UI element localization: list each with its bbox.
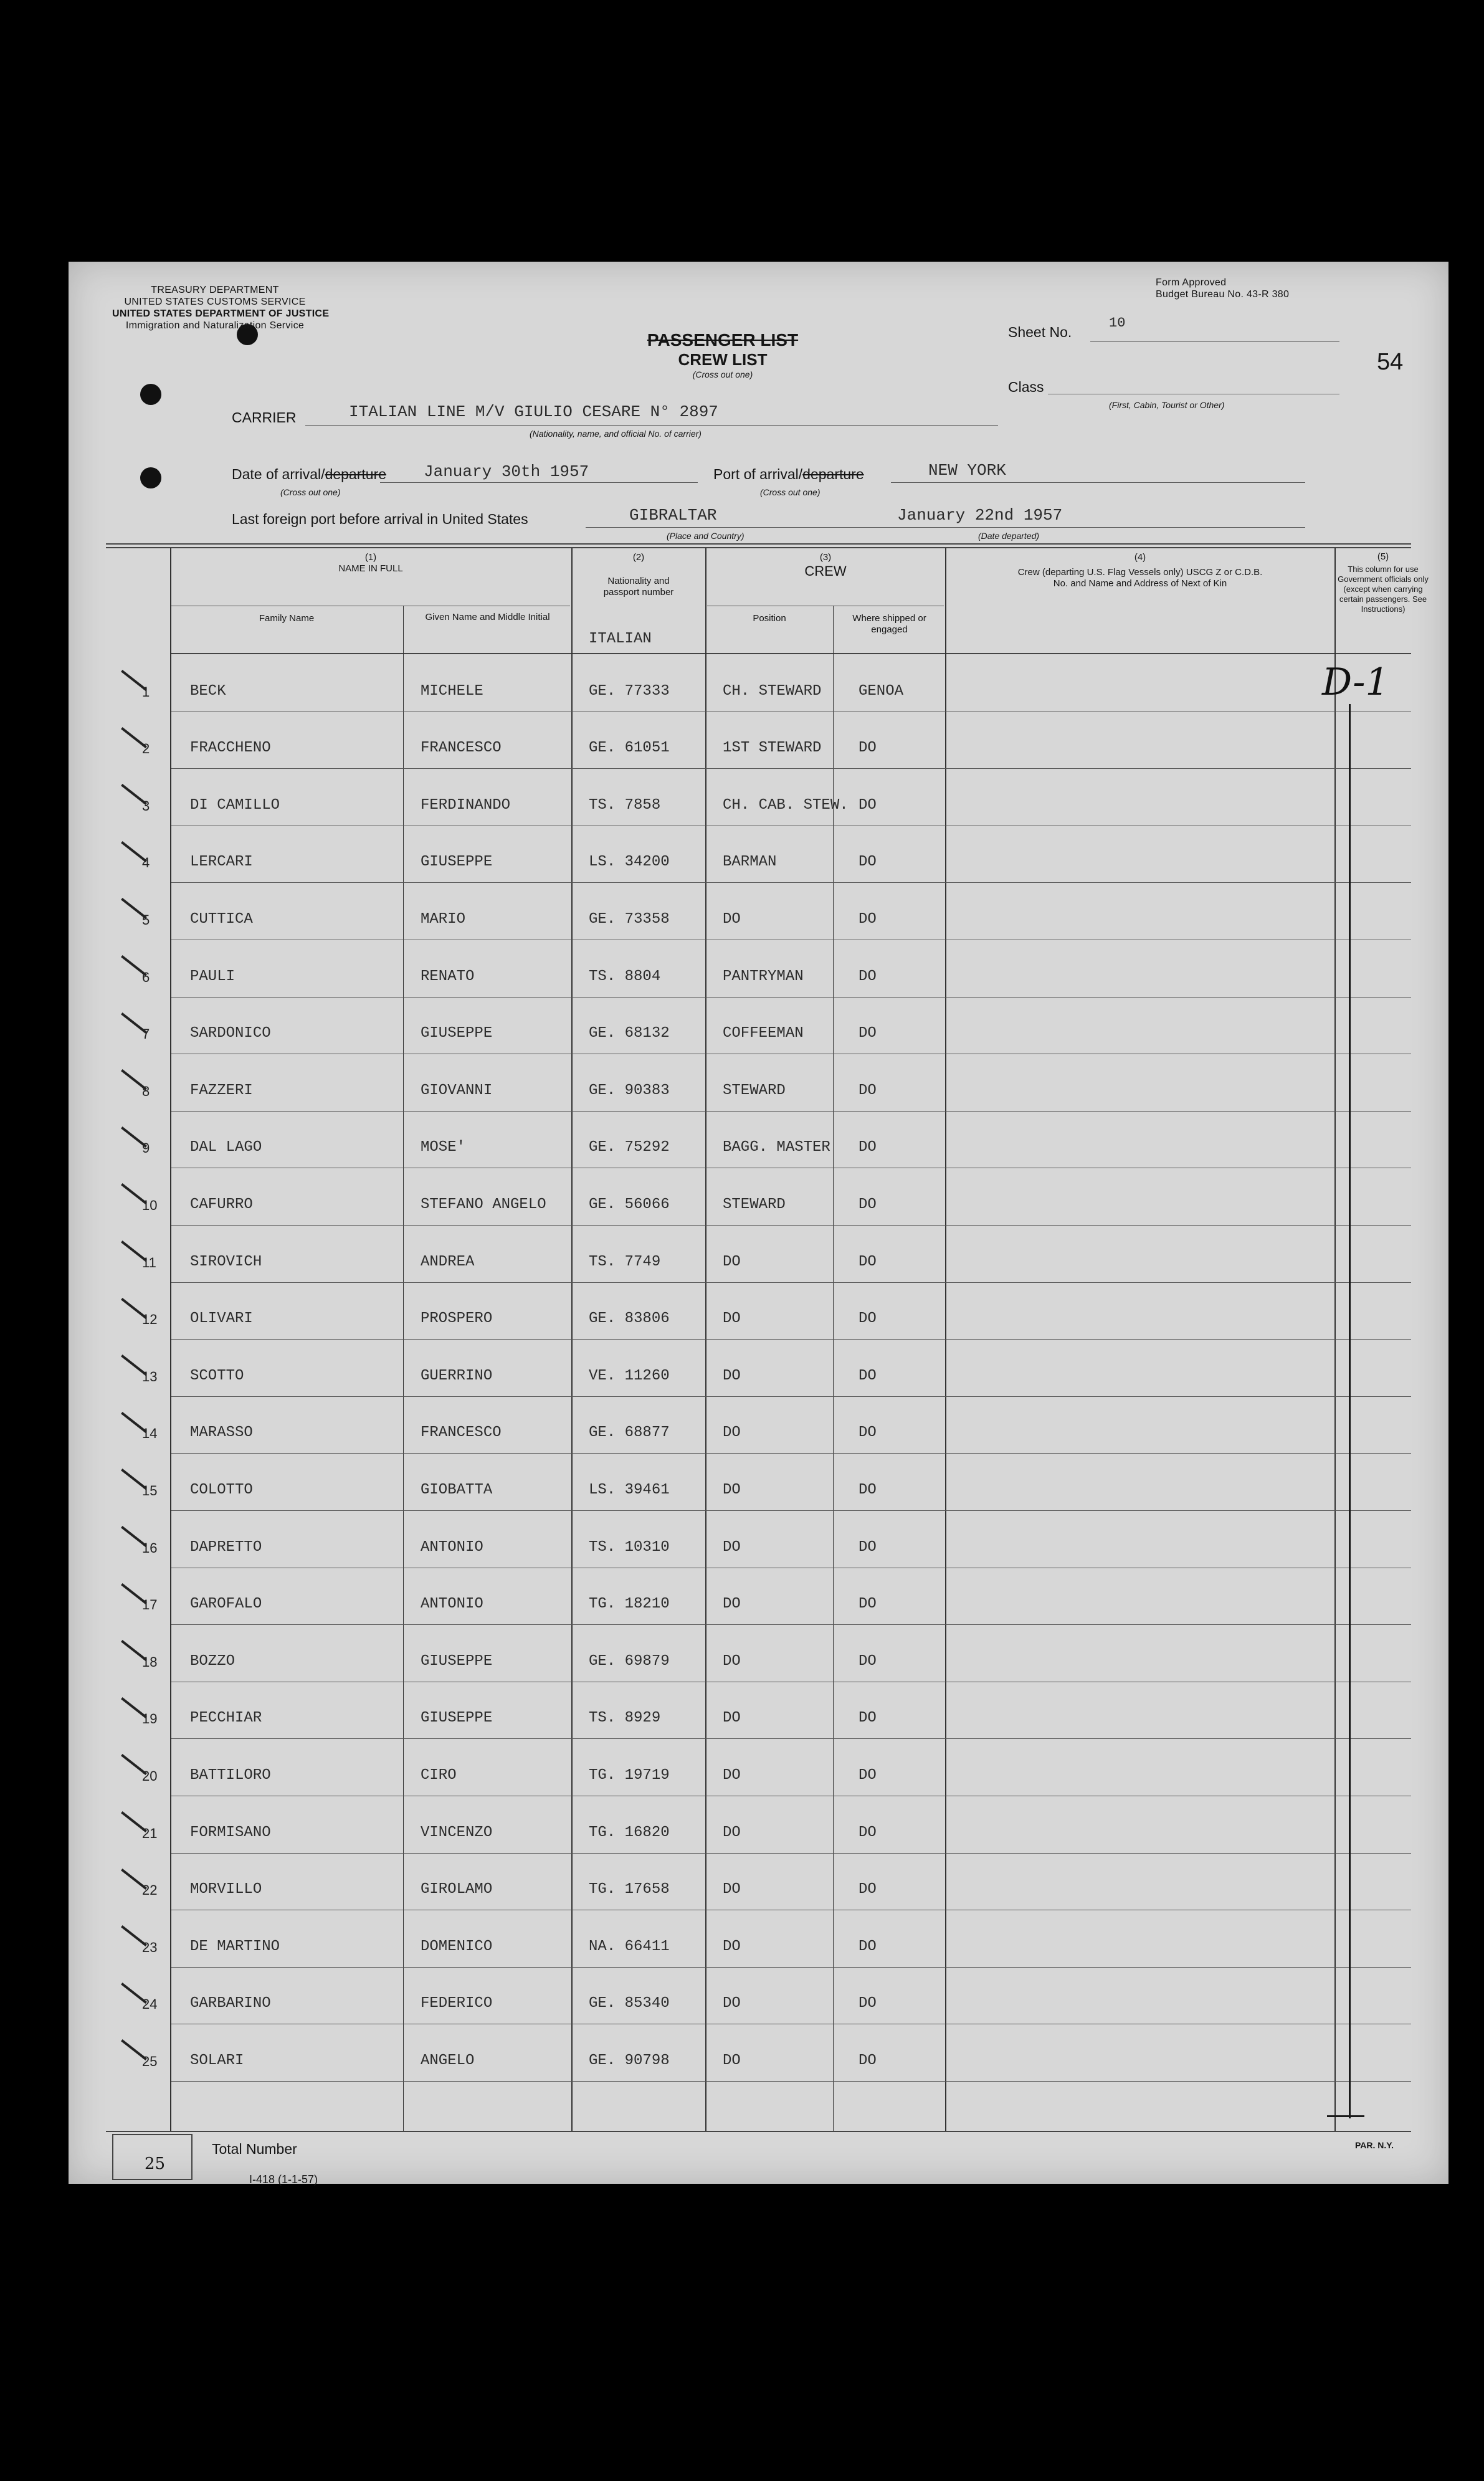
row-number: 17 — [142, 1597, 158, 1613]
family-name: GAROFALO — [190, 1596, 262, 1613]
sheet-line — [1090, 341, 1339, 342]
carrier-note: (Nationality, name, and official No. of carrier) — [530, 429, 702, 439]
row-rule — [171, 1339, 1411, 1340]
cross-out-note-3: (Cross out one) — [760, 487, 820, 497]
position: COFFEEMAN — [723, 1025, 804, 1042]
given-name: GIUSEPPE — [421, 1652, 493, 1670]
passport-number: TG. 17658 — [589, 1881, 670, 1898]
position: BAGG. MASTER — [723, 1139, 830, 1156]
row-number: 20 — [142, 1768, 158, 1784]
port-line — [891, 482, 1305, 483]
passport-number: GE. 77333 — [589, 682, 670, 700]
sheet-label: Sheet No. — [1008, 324, 1072, 340]
agency-line: UNITED STATES CUSTOMS SERVICE — [124, 297, 306, 307]
where-shipped: DO — [859, 968, 877, 985]
where-shipped: DO — [859, 854, 877, 871]
departed-line — [878, 527, 1305, 528]
position: DO — [723, 1881, 741, 1898]
row-number: 2 — [142, 741, 150, 757]
col4-title: Crew (departing U.S. Flag Vessels only) USCG Z or C.D.B. No. and Name and Address of Next of Kin — [1017, 567, 1263, 589]
passport-number: TS. 7858 — [589, 796, 661, 814]
col3-header — [707, 552, 944, 577]
row-rule — [171, 1738, 1411, 1739]
carrier-label: CARRIER — [232, 409, 297, 426]
port-struck: departure — [802, 466, 864, 482]
where-shipped: DO — [859, 740, 877, 757]
row-number: 8 — [142, 1083, 150, 1099]
row-number: 22 — [142, 1882, 158, 1898]
given-name: FERDINANDO — [421, 796, 511, 814]
where-shipped: DO — [859, 1196, 877, 1213]
table-top-rule — [106, 547, 1411, 548]
row-number: 9 — [142, 1140, 150, 1156]
col3b-header: Where shipped or engaged — [852, 613, 926, 635]
passport-number: LS. 34200 — [589, 854, 670, 871]
family-name: BATTILORO — [190, 1767, 271, 1784]
family-name: FORMISANO — [190, 1824, 271, 1841]
family-name: OLIVARI — [190, 1310, 253, 1328]
position: 1ST STEWARD — [723, 740, 822, 757]
where-shipped: DO — [859, 1253, 877, 1270]
arrival-struck: departure — [325, 466, 387, 482]
arrival-value: January 30th 1957 — [424, 462, 589, 481]
where-shipped: DO — [859, 1596, 877, 1613]
row-number: 1 — [142, 683, 150, 700]
row-number: 19 — [142, 1711, 158, 1727]
row-rule — [171, 1624, 1411, 1625]
passport-number: GE. 83806 — [589, 1310, 670, 1328]
row-number: 4 — [142, 855, 150, 871]
where-shipped: DO — [859, 1424, 877, 1442]
passport-number: GE. 69879 — [589, 1652, 670, 1670]
row-number: 7 — [142, 1026, 150, 1042]
given-name: GIUSEPPE — [421, 1710, 493, 1727]
given-name: GIROLAMO — [421, 1881, 493, 1898]
family-name: SCOTTO — [190, 1367, 244, 1384]
given-name: GIOBATTA — [421, 1482, 493, 1498]
class-label: Class — [1008, 379, 1044, 395]
arrival-label — [232, 466, 386, 483]
family-name: MARASSO — [190, 1424, 253, 1442]
given-name: GUERRINO — [421, 1367, 493, 1384]
position: DO — [723, 1938, 741, 1955]
given-name: PROSPERO — [421, 1310, 493, 1328]
passport-number: GE. 73358 — [589, 911, 670, 928]
row-rule — [171, 997, 1411, 998]
family-name: PAULI — [190, 968, 235, 985]
row-rule — [171, 768, 1411, 769]
position: DO — [723, 1710, 741, 1727]
position: DO — [723, 911, 741, 928]
row-number: 25 — [142, 2054, 158, 2069]
given-name: GIUSEPPE — [421, 1025, 493, 1042]
row-rule — [171, 1510, 1411, 1511]
row-rule — [171, 882, 1411, 883]
departed-value: January 22nd 1957 — [897, 506, 1063, 525]
position: DO — [723, 1424, 741, 1442]
total-value: 25 — [145, 2155, 166, 2173]
col1-number: (1) — [364, 552, 377, 563]
title-block — [629, 330, 816, 379]
where-shipped: DO — [859, 1938, 877, 1955]
given-name: GIUSEPPE — [421, 854, 493, 871]
family-name: DE MARTINO — [190, 1938, 280, 1955]
col1-header — [171, 552, 570, 574]
position: STEWARD — [723, 1082, 786, 1099]
col5-number: (5) — [1377, 551, 1389, 562]
col5-bracket-line — [1349, 704, 1351, 2118]
departed-note: (Date departed) — [978, 531, 1040, 541]
sheet-number: 10 — [1109, 315, 1126, 331]
row-rule — [171, 1853, 1411, 1854]
passport-number: GE. 56066 — [589, 1196, 670, 1213]
given-name: FRANCESCO — [421, 1424, 502, 1442]
table-top-rule — [106, 543, 1411, 545]
given-name: STEFANO ANGELO — [421, 1196, 546, 1213]
given-name: ANTONIO — [421, 1596, 483, 1613]
family-name: SOLARI — [190, 2052, 244, 2069]
position: CH. STEWARD — [723, 682, 822, 700]
position: DO — [723, 1596, 741, 1613]
position: BARMAN — [723, 854, 777, 871]
row-number: 13 — [142, 1368, 158, 1384]
family-name: DAL LAGO — [190, 1139, 262, 1156]
where-shipped: DO — [859, 1710, 877, 1727]
given-name: CIRO — [421, 1767, 457, 1784]
position: DO — [723, 1824, 741, 1841]
where-shipped: DO — [859, 1652, 877, 1670]
punch-hole — [140, 467, 161, 488]
passport-number: GE. 75292 — [589, 1139, 670, 1156]
where-shipped: DO — [859, 1082, 877, 1099]
col5-bracket-end — [1327, 2115, 1364, 2117]
arrival-line — [380, 482, 698, 483]
where-shipped: DO — [859, 1367, 877, 1384]
col2-number: (2) — [632, 552, 645, 563]
form-approved — [1156, 277, 1289, 300]
port-label-text: Port of arrival/ — [713, 466, 803, 482]
position: DO — [723, 1538, 741, 1556]
given-name: VINCENZO — [421, 1824, 493, 1841]
carrier-value: ITALIAN LINE M/V GIULIO CESARE N° 2897 — [349, 402, 718, 421]
passport-number: TS. 8929 — [589, 1710, 661, 1727]
given-name: DOMENICO — [421, 1938, 493, 1955]
agency-line: UNITED STATES DEPARTMENT OF JUSTICE — [112, 308, 330, 319]
form-approved-text: Form Approved — [1156, 277, 1227, 288]
col1b-header: Given Name and Middle Initial — [425, 612, 550, 622]
port-value: NEW YORK — [928, 461, 1006, 480]
printer-mark: PAR. N.Y. — [1355, 2140, 1394, 2150]
family-name: DAPRETTO — [190, 1538, 262, 1556]
family-name: FRACCHENO — [190, 740, 271, 757]
given-name: ANGELO — [421, 2052, 475, 2069]
position: STEWARD — [723, 1196, 786, 1213]
passport-number: TG. 18210 — [589, 1596, 670, 1613]
col5-title: This column for use Government officials only (except when carrying certain passengers. See Instructions) — [1338, 564, 1429, 614]
given-name: MOSE' — [421, 1139, 466, 1156]
col3-number: (3) — [819, 552, 832, 563]
family-name: CUTTICA — [190, 911, 253, 928]
given-name: ANTONIO — [421, 1538, 483, 1556]
family-name: BECK — [190, 682, 226, 700]
given-name: FRANCESCO — [421, 740, 502, 757]
family-name: BOZZO — [190, 1652, 235, 1670]
family-name: SARDONICO — [190, 1025, 271, 1042]
family-name: CAFURRO — [190, 1196, 253, 1213]
last-port-line — [586, 527, 916, 528]
row-number: 5 — [142, 912, 150, 928]
agency-block — [112, 284, 330, 331]
passport-number: GE. 90383 — [589, 1082, 670, 1099]
cross-out-note: (Cross out one) — [692, 369, 753, 379]
page-number: 54 — [1377, 349, 1404, 375]
where-shipped: DO — [859, 1310, 877, 1328]
row-number: 18 — [142, 1654, 158, 1670]
given-name: FEDERICO — [421, 1995, 493, 2012]
where-shipped: GENOA — [859, 682, 904, 700]
position: DO — [723, 1482, 741, 1498]
form-number: I-418 (1-1-57) — [249, 2173, 318, 2186]
family-name: MORVILLO — [190, 1881, 262, 1898]
col3-title: CREW — [804, 563, 847, 579]
punch-hole — [140, 384, 161, 405]
passport-number: NA. 66411 — [589, 1938, 670, 1955]
where-shipped: DO — [859, 1995, 877, 2012]
col-divider — [403, 606, 404, 2131]
passport-number: GE. 85340 — [589, 1995, 670, 2012]
position: DO — [723, 1367, 741, 1384]
given-name: GIOVANNI — [421, 1082, 493, 1099]
row-rule — [171, 1967, 1411, 1968]
position: DO — [723, 1995, 741, 2012]
row-rule — [171, 1282, 1411, 1283]
where-shipped: DO — [859, 1824, 877, 1841]
given-name: RENATO — [421, 968, 475, 985]
row-number: 16 — [142, 1540, 158, 1556]
where-shipped: DO — [859, 1881, 877, 1898]
row-rule — [171, 1453, 1411, 1454]
row-number: 21 — [142, 1825, 158, 1841]
position: DO — [723, 1310, 741, 1328]
nationality-value: ITALIAN — [589, 631, 652, 647]
where-shipped: DO — [859, 1538, 877, 1556]
col2-title: Nationality and passport number — [603, 576, 674, 598]
row-number: 10 — [142, 1198, 158, 1213]
passport-number: TS. 8804 — [589, 968, 661, 985]
port-label — [713, 466, 864, 483]
col4-header — [947, 552, 1333, 589]
position: DO — [723, 1253, 741, 1270]
family-name: SIROVICH — [190, 1253, 262, 1270]
row-number: 14 — [142, 1426, 158, 1442]
where-shipped: DO — [859, 2052, 877, 2069]
row-number: 3 — [142, 798, 150, 814]
passport-number: GE. 61051 — [589, 740, 670, 757]
class-note: (First, Cabin, Tourist or Other) — [1109, 400, 1225, 410]
passport-number: GE. 68877 — [589, 1424, 670, 1442]
agency-line: Immigration and Naturalization Service — [125, 320, 305, 331]
table-bottom-rule — [106, 2131, 1411, 2132]
row-number: 24 — [142, 1996, 158, 2012]
position: PANTRYMAN — [723, 968, 804, 985]
family-name: PECCHIAR — [190, 1710, 262, 1727]
cross-out-note-2: (Cross out one) — [280, 487, 341, 497]
col4-number: (4) — [1134, 552, 1146, 563]
where-shipped: DO — [859, 911, 877, 928]
where-shipped: DO — [859, 1025, 877, 1042]
given-name: MARIO — [421, 911, 466, 928]
passport-number: TG. 19719 — [589, 1767, 670, 1784]
carrier-line — [305, 425, 998, 426]
where-shipped: DO — [859, 796, 877, 814]
arrival-label-text: Date of arrival/ — [232, 466, 325, 482]
family-name: DI CAMILLO — [190, 796, 280, 814]
given-name: ANDREA — [421, 1253, 475, 1270]
row-rule — [171, 2081, 1411, 2082]
title-struck: PASSENGER LIST — [647, 330, 799, 350]
col5-header — [1336, 552, 1430, 614]
passport-number: TS. 7749 — [589, 1253, 661, 1270]
position: DO — [723, 1767, 741, 1784]
family-name: COLOTTO — [190, 1482, 253, 1498]
page-title: CREW LIST — [678, 350, 768, 369]
crew-list-form — [69, 262, 1448, 2184]
position: CH. CAB. STEW. — [723, 796, 849, 814]
passport-number: GE. 90798 — [589, 2052, 670, 2069]
col-divider — [833, 606, 834, 2131]
passport-number: LS. 39461 — [589, 1482, 670, 1498]
col5-handwritten-mark: D-1 — [1322, 660, 1389, 704]
position: DO — [723, 1652, 741, 1670]
last-port-label: Last foreign port before arrival in United States — [232, 511, 528, 527]
col1a-header: Family Name — [259, 613, 315, 624]
col2-header — [573, 552, 704, 598]
row-number: 12 — [142, 1312, 158, 1328]
budget-bureau-text: Budget Bureau No. 43-R 380 — [1156, 289, 1290, 300]
where-shipped: DO — [859, 1139, 877, 1156]
given-name: MICHELE — [421, 682, 483, 700]
position: DO — [723, 2052, 741, 2069]
passport-number: VE. 11260 — [589, 1367, 670, 1384]
last-port-value: GIBRALTAR — [629, 506, 717, 525]
row-number: 11 — [142, 1254, 156, 1270]
last-port-note: (Place and Country) — [667, 531, 744, 541]
header-bottom-rule — [171, 653, 1411, 654]
row-rule — [171, 1396, 1411, 1397]
family-name: FAZZERI — [190, 1082, 253, 1099]
row-number: 23 — [142, 1939, 158, 1955]
total-label: Total Number — [212, 2141, 297, 2157]
row-number: 15 — [142, 1483, 158, 1498]
row-number: 6 — [142, 969, 150, 985]
passport-number: GE. 68132 — [589, 1025, 670, 1042]
passport-number: TG. 16820 — [589, 1824, 670, 1841]
family-name: GARBARINO — [190, 1995, 271, 2012]
row-rule — [171, 1111, 1411, 1112]
col3a-header: Position — [753, 613, 786, 624]
agency-line: TREASURY DEPARTMENT — [151, 285, 279, 295]
col1-title: NAME IN FULL — [338, 563, 403, 574]
where-shipped: DO — [859, 1767, 877, 1784]
where-shipped: DO — [859, 1482, 877, 1498]
passport-number: TS. 10310 — [589, 1538, 670, 1556]
row-rule — [171, 1225, 1411, 1226]
family-name: LERCARI — [190, 854, 253, 871]
